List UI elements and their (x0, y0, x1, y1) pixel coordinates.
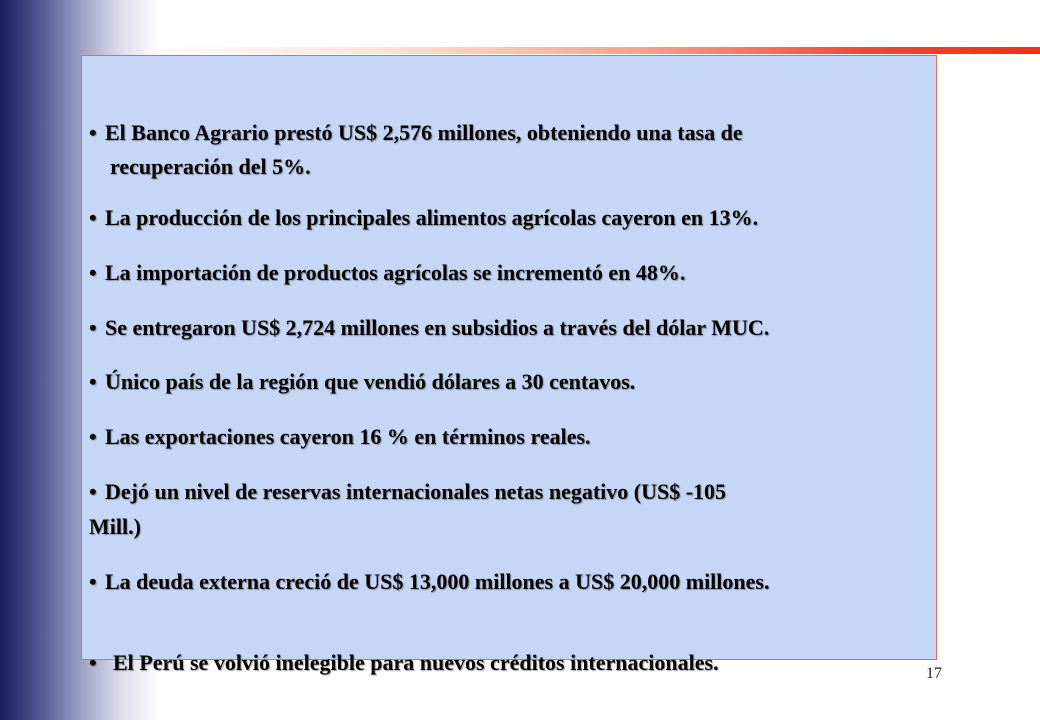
bullet-icon: • (89, 205, 97, 230)
bullet-text: Único país de la región que vendió dólares a 30 centavos. (105, 369, 636, 394)
bullet-icon: • (89, 369, 97, 394)
bullet-item-3 (89, 258, 685, 288)
bullet-text: Se entregaron US$ 2,724 millones en subsidios a través del dólar MUC. (105, 315, 770, 340)
bullet-item-8 (89, 567, 769, 597)
top-accent-line (160, 47, 1040, 54)
bullet-item-1-continuation: recuperación del 5%. (110, 154, 311, 179)
bullet-icon: • (89, 479, 97, 504)
bullet-text: Dejó un nivel de reservas internacionales netas negativo (US$ -105 (105, 479, 727, 504)
bullet-item-7-continuation: Mill.) (89, 514, 141, 539)
bullet-icon: • (89, 650, 97, 675)
bullet-text: Las exportaciones cayeron 16 % en términos reales. (105, 424, 591, 449)
bullet-text: La producción de los principales alimentos agrícolas cayeron en 13%. (105, 205, 759, 230)
bullet-text: La importación de productos agrícolas se incrementó en 48%. (105, 260, 686, 285)
bullet-icon: • (89, 569, 97, 594)
bullet-item-9 (89, 648, 719, 678)
bullet-item-4 (89, 313, 769, 343)
bullet-text: El Perú se volvió inelegible para nuevos créditos internacionales. (113, 650, 719, 675)
bullet-text: El Banco Agrario prestó US$ 2,576 millones, obteniendo una tasa de (105, 120, 743, 145)
bullet-item-2 (89, 203, 758, 233)
bullet-item-1 (89, 118, 743, 148)
bullet-item-5 (89, 367, 635, 397)
bullet-text: La deuda externa creció de US$ 13,000 millones a US$ 20,000 millones. (105, 569, 770, 594)
bullet-icon: • (89, 260, 97, 285)
bullet-icon: • (89, 120, 97, 145)
bullet-item-6 (89, 422, 591, 452)
bullet-icon: • (89, 315, 97, 340)
bullet-icon: • (89, 424, 97, 449)
bullet-item-7 (89, 477, 726, 507)
page-number: 17 (926, 665, 942, 682)
